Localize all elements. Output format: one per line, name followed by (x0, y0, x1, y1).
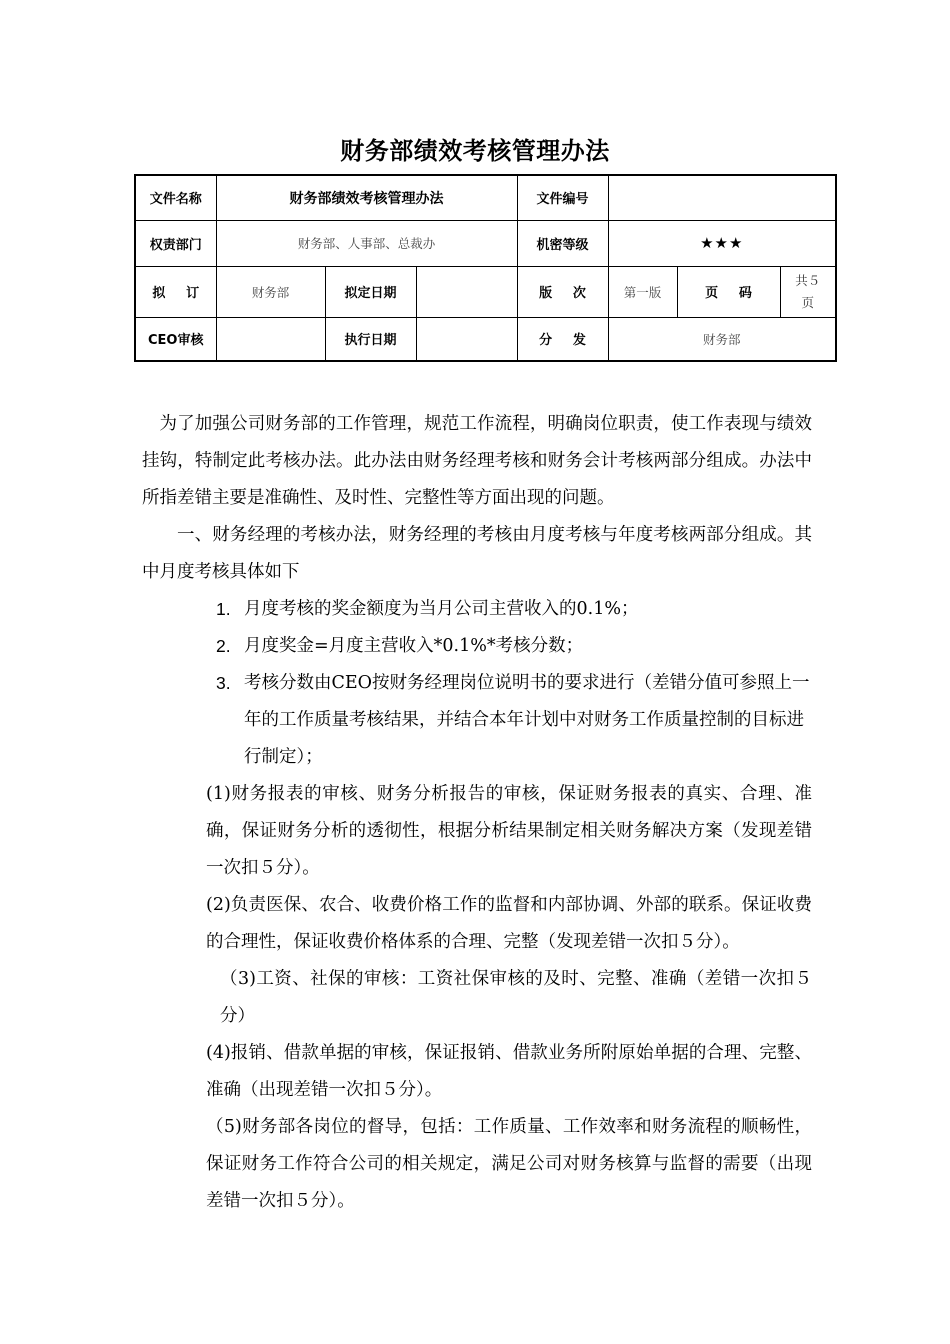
draft-date-value (416, 266, 517, 317)
page-value-line2: 页 (801, 294, 815, 310)
secret-level-stars: ★★★ (608, 220, 836, 266)
version-value: 第一版 (608, 266, 677, 317)
exec-date-value (416, 317, 517, 361)
document-info-table (134, 174, 837, 362)
version-label: 版次 (517, 266, 608, 317)
assessment-item-5: （5)财务部各岗位的督导，包括：工作质量、工作效率和财务流程的顺畅性，保证财务工作符合公司的相关规定，满足公司对财务核算与监督的需要（出现差错一次扣５分）。 (206, 1117, 812, 1211)
file-name-label: 文件名称 (135, 175, 216, 220)
document-body (142, 406, 812, 1220)
draft-value: 财务部 (216, 266, 325, 317)
assessment-item-1: (1)财务报表的审核、财务分析报告的审核，保证财务报表的真实、合理、准确，保证财务分析的透彻性，根据分析结果制定相关财务解决方案（发现差错一次扣５分）。 (206, 784, 812, 878)
file-name-value: 财务部绩效考核管理办法 (216, 175, 517, 220)
assessment-item-3: （3)工资、社保的审核：工资社保审核的及时、完整、准确（差错一次扣５分） (220, 969, 812, 1026)
secret-level-label: 机密等级 (517, 220, 608, 266)
list-item: 2. 月度奖金=月度主营收入*0.1%*考核分数； (216, 636, 584, 656)
page-label: 页码 (677, 266, 780, 317)
monthly-assessment-list (142, 591, 812, 776)
distribution-value: 财务部 (608, 317, 836, 361)
document-title: 财务部绩效考核管理办法 (340, 137, 610, 165)
assessment-item-4: (4)报销、借款单据的审核，保证报销、借款业务所附原始单据的合理、完整、准确（出现差错一次扣５分）。 (206, 1043, 812, 1100)
exec-date-label: 执行日期 (325, 317, 416, 361)
dept-value: 财务部、人事部、总裁办 (216, 220, 517, 266)
ceo-review-value (216, 317, 325, 361)
file-no-value (608, 175, 836, 220)
intro-paragraph: 为了加强公司财务部的工作管理，规范工作流程，明确岗位职责，使工作表现与绩效挂钩，特制定此考核办法。此办法由财务经理考核和财务会计考核两部分组成。办法中所指差错主要是准确性、及时性、完整性等方面出现的问题。 (142, 414, 812, 508)
draft-date-label: 拟定日期 (325, 266, 416, 317)
page-value (780, 266, 836, 317)
list-item: 1. 月度考核的奖金额度为当月公司主营收入的0.1%； (216, 599, 639, 619)
draft-label: 拟订 (135, 266, 216, 317)
section-1-heading: 一、财务经理的考核办法，财务经理的考核由月度考核与年度考核两部分组成。其中月度考核具体如下 (142, 525, 812, 582)
assessment-item-2: (2)负责医保、农合、收费价格工作的监督和内部协调、外部的联系。保证收费的合理性，保证收费价格体系的合理、完整（发现差错一次扣５分）。 (206, 895, 812, 952)
list-item: 3. 考核分数由CEO按财务经理岗位说明书的要求进行（差错分值可参照上一年的工作质量考核结果，并结合本年计划中对财务工作质量控制的目标进行制定）； (216, 673, 810, 767)
dept-label: 权责部门 (135, 220, 216, 266)
distribution-label: 分发 (517, 317, 608, 361)
file-no-label: 文件编号 (517, 175, 608, 220)
page-value-line1: 共５ (795, 272, 821, 288)
ceo-review-label: CEO审核 (135, 317, 216, 361)
